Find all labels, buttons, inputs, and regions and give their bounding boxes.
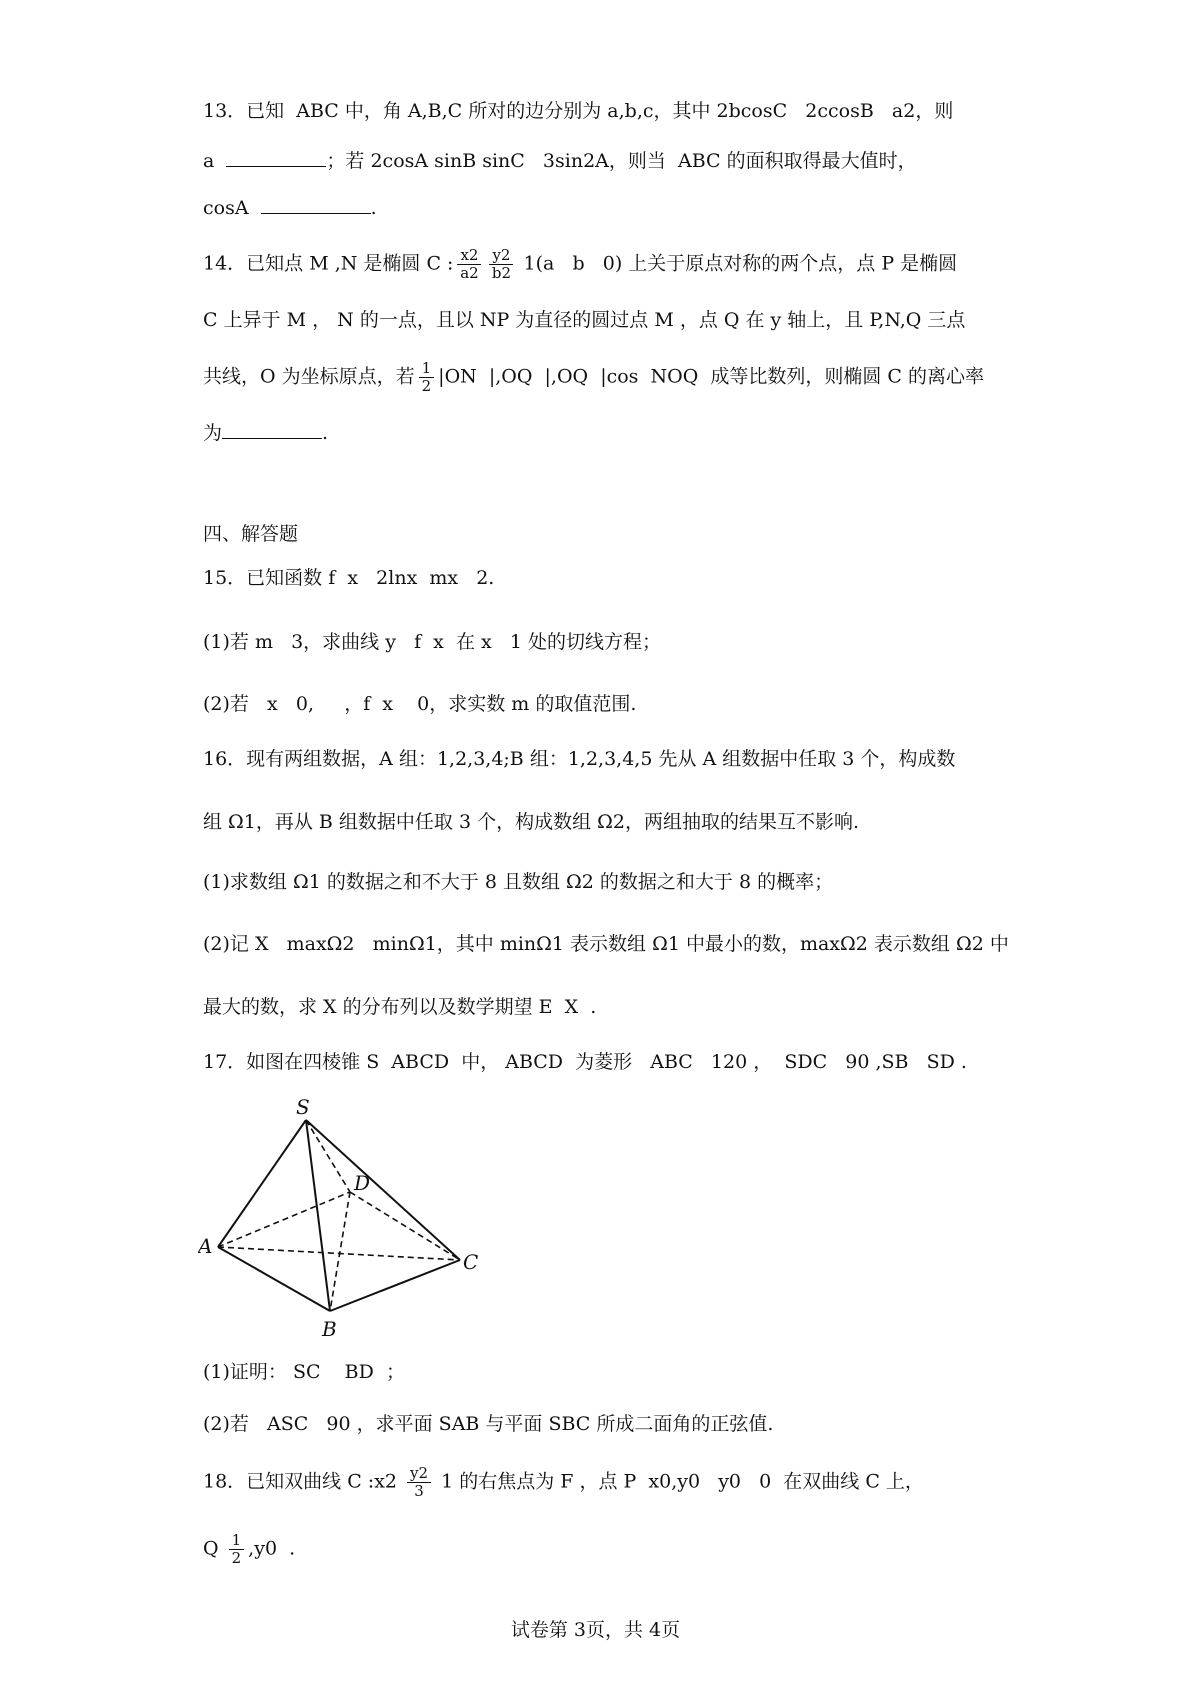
vertex-label-C: C (463, 1250, 479, 1274)
edge-SD (306, 1120, 350, 1192)
q18-suffix: 1 的右焦点为 F ，点 P x0,y0 y0 0 在双曲线 C 上， (435, 1470, 924, 1493)
pyramid-figure (198, 1098, 488, 1348)
q16-part1: (1)求数组 Ω1 的数据之和不大于 8 且数组 Ω2 的数据之和大于 8 的概率； (203, 871, 834, 893)
q14-line2: C 上异于 M ， N 的一点，且以 NP 为直径的圆过点 M ，点 Q 在 y 轴上，且 P,N,Q 三点 (203, 309, 966, 331)
q14-frac-x-den: a2 (460, 264, 479, 282)
q14-frac-y (489, 247, 513, 282)
q15-part1: (1)若 m 3，求曲线 y f x 在 x 1 处的切线方程； (203, 631, 661, 653)
q14-line4-prefix: 为 (203, 422, 223, 444)
q13-end: . (370, 197, 377, 219)
q13-blank-a (226, 148, 326, 167)
q16-line2: 组 Ω1，再从 B 组数据中任取 3 个，构成数组 Ω2，两组抽取的结果互不影响. (203, 811, 860, 833)
vertex-label-D: D (354, 1171, 371, 1195)
q14-blank (222, 420, 322, 439)
diagonal-BD (330, 1192, 350, 1311)
edge-SA (218, 1120, 306, 1247)
q18-line1 (203, 1465, 924, 1500)
edge-BC (330, 1260, 460, 1311)
q14-frac-y-den: b2 (491, 264, 512, 282)
q18-half-num: 1 (229, 1532, 245, 1550)
q18-line2 (203, 1532, 295, 1567)
q18-q-label: Q (203, 1537, 225, 1560)
q14-end: . (322, 422, 329, 444)
q18-line2-rest: ,y0 . (248, 1537, 296, 1560)
q14-line4 (203, 420, 328, 445)
q14-suffix: 1(a b 0) 上关于原点对称的两个点，点 P 是椭圆 (517, 252, 958, 275)
q18-frac (407, 1465, 431, 1500)
q18-half-den: 2 (231, 1549, 242, 1567)
edge-DC (350, 1192, 460, 1260)
vertex-label-A: A (198, 1234, 213, 1258)
q13-line1: 13．已知 ABC 中，角 A,B,C 所对的边分别为 a,b,c，其中 2bcosC 2ccosB a2，则 (203, 100, 954, 122)
edge-SB (306, 1120, 330, 1311)
q13-blank-cosa (261, 195, 371, 214)
q14-half-num: 1 (419, 360, 435, 378)
q18-frac-num: y2 (407, 1465, 431, 1483)
q13-line2-rest: ；若 2cosA sinB sinC 3sin2A，则当 ABC 的面积取得最大值时， (326, 150, 917, 172)
q13-cosa-label: cosA (203, 197, 255, 219)
q13-line2 (203, 148, 917, 173)
q18-half (229, 1532, 245, 1567)
q15-stem: 15．已知函数 f x 2lnx mx 2. (203, 567, 495, 589)
pyramid-diagram (198, 1098, 488, 1348)
q17-part1: (1)证明： SC BD ； (203, 1361, 405, 1383)
q14-line1 (203, 247, 957, 282)
q14-frac-x (457, 247, 481, 282)
page-footer: 试卷第 3页，共 4页 (510, 1619, 681, 1641)
q14-line3 (203, 360, 984, 395)
edge-SC (306, 1120, 460, 1260)
q16-part2a: (2)记 X maxΩ2 minΩ1，其中 minΩ1 表示数组 Ω1 中最小的数，maxΩ2 表示数组 Ω2 中 (203, 933, 1009, 955)
q14-half-den: 2 (421, 377, 432, 395)
q17-part2: (2)若 ASC 90 ，求平面 SAB 与平面 SBC 所成二面角的正弦值. (203, 1413, 774, 1435)
q18-frac-den: 3 (414, 1482, 424, 1500)
q16-line1: 16．现有两组数据，A 组：1,2,3,4;B 组：1,2,3,4,5 先从 A 组数据中任取 3 个，构成数 (203, 748, 956, 770)
q14-half (419, 360, 435, 395)
q14-line3-prefix: 共线，O 为坐标原点，若 (203, 365, 415, 388)
q14-frac-x-num: x2 (457, 247, 481, 265)
q14-prefix: 14．已知点 M ,N 是椭圆 C : (203, 252, 454, 275)
q14-frac-y-num: y2 (489, 247, 513, 265)
section-title: 四、解答题 (203, 523, 299, 545)
q15-part2: (2)若 x 0, ，f x 0，求实数 m 的取值范围. (203, 693, 637, 715)
vertex-label-B: B (322, 1317, 337, 1341)
q17-stem: 17．如图在四棱锥 S ABCD 中， ABCD 为菱形 ABC 120 ， SDC 90 ,SB SD . (203, 1051, 967, 1073)
vertex-label-S: S (296, 1098, 310, 1119)
q18-prefix: 18．已知双曲线 C :x2 (203, 1470, 404, 1493)
q13-line3 (203, 195, 377, 220)
q14-line3-rest: |ON |,OQ |,OQ |cos NOQ 成等比数列，则椭圆 C 的离心率 (438, 365, 984, 388)
edge-AB (218, 1247, 330, 1311)
q16-part2b: 最大的数，求 X 的分布列以及数学期望 E X . (203, 996, 597, 1018)
q13-a-label: a (203, 150, 221, 172)
